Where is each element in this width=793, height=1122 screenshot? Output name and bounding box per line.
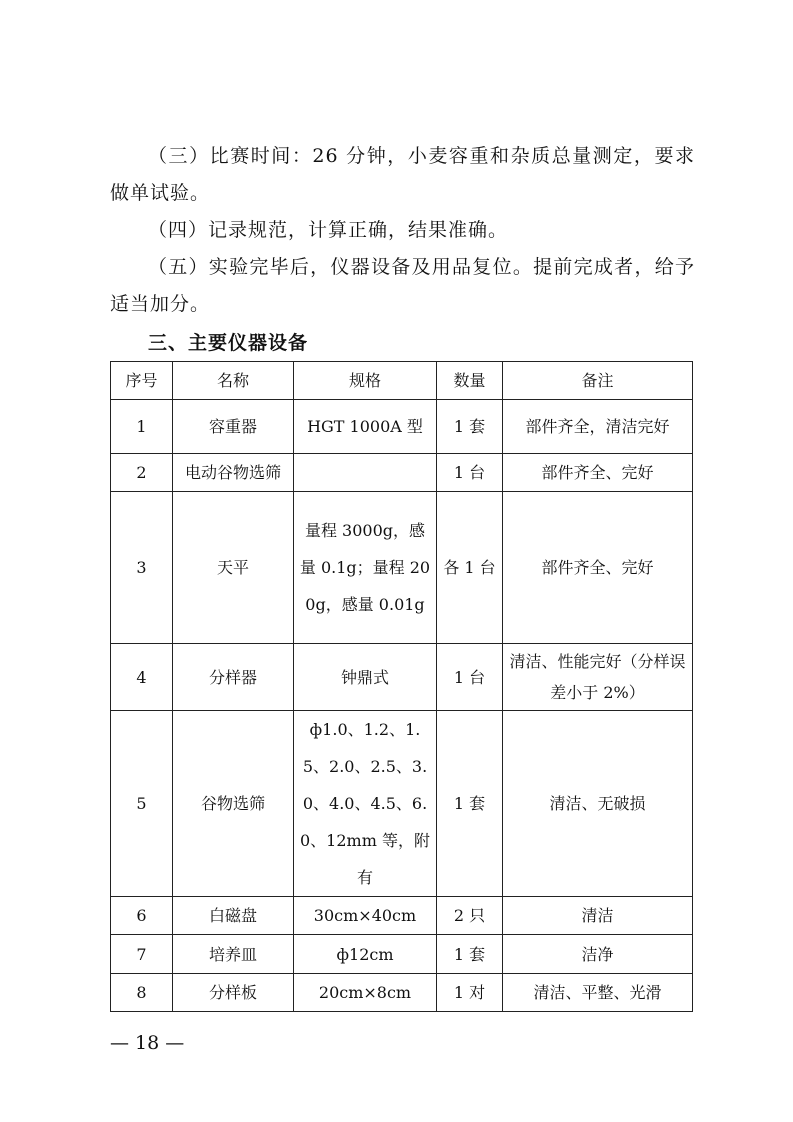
cell-quantity: 1 套: [437, 935, 503, 974]
cell-remarks: 清洁、平整、光滑: [503, 974, 693, 1012]
header-remarks: 备注: [503, 362, 693, 400]
cell-name: 培养皿: [173, 935, 294, 974]
table-row: [111, 974, 693, 1012]
table-row: [111, 492, 693, 644]
table-row: [111, 711, 693, 897]
header-quantity: 数量: [437, 362, 503, 400]
cell-remarks: 清洁: [503, 897, 693, 935]
table-row: [111, 897, 693, 935]
cell-index: 1: [111, 400, 173, 454]
cell-spec: 量程 3000g，感量 0.1g；量程 200g，感量 0.01g: [294, 492, 437, 644]
cell-quantity: 1 台: [437, 454, 503, 492]
cell-name: 电动谷物选筛: [173, 454, 294, 492]
cell-remarks: 洁净: [503, 935, 693, 974]
cell-remarks: 清洁、无破损: [503, 711, 693, 897]
cell-index: 3: [111, 492, 173, 644]
cell-spec: ф1.0、1.2、1.5、2.0、2.5、3.0、4.0、4.5、6.0、12mm 等，附有: [294, 711, 437, 897]
cell-quantity: 1 套: [437, 711, 503, 897]
cell-name: 天平: [173, 492, 294, 644]
cell-quantity: 1 台: [437, 644, 503, 711]
cell-index: 7: [111, 935, 173, 974]
cell-index: 8: [111, 974, 173, 1012]
cell-remarks: 清洁、性能完好（分样误差小于 2%）: [503, 644, 693, 711]
cell-name: 白磁盘: [173, 897, 294, 935]
table-row: [111, 454, 693, 492]
table-row: [111, 644, 693, 711]
cell-spec: 20cm×8cm: [294, 974, 437, 1012]
cell-index: 4: [111, 644, 173, 711]
table-row: [111, 935, 693, 974]
cell-quantity: 1 套: [437, 400, 503, 454]
paragraph-reset-equipment: （五）实验完毕后，仪器设备及用品复位。提前完成者，给予适当加分。: [110, 256, 695, 315]
cell-remarks: 部件齐全、完好: [503, 454, 693, 492]
table-header-row: [111, 362, 693, 400]
cell-quantity: 2 只: [437, 897, 503, 935]
header-name: 名称: [173, 362, 294, 400]
cell-name: 分样器: [173, 644, 294, 711]
cell-remarks: 部件齐全、完好: [503, 492, 693, 644]
header-index: 序号: [111, 362, 173, 400]
cell-quantity: 各 1 台: [437, 492, 503, 644]
cell-spec: HGT 1000A 型: [294, 400, 437, 454]
equipment-table: [110, 361, 693, 1012]
cell-spec: ф12cm: [294, 935, 437, 974]
cell-quantity: 1 对: [437, 974, 503, 1012]
cell-index: 6: [111, 897, 173, 935]
section-heading: 三、主要仪器设备: [148, 332, 309, 354]
cell-index: 5: [111, 711, 173, 897]
cell-name: 谷物选筛: [173, 711, 294, 897]
cell-spec: [294, 454, 437, 492]
paragraph-record-standard: （四）记录规范，计算正确，结果准确。: [148, 219, 509, 241]
header-spec: 规格: [294, 362, 437, 400]
table-row: [111, 400, 693, 454]
cell-name: 容重器: [173, 400, 294, 454]
cell-remarks: 部件齐全，清洁完好: [503, 400, 693, 454]
cell-spec: 钟鼎式: [294, 644, 437, 711]
cell-name: 分样板: [173, 974, 294, 1012]
paragraph-competition-time: （三）比赛时间：26 分钟，小麦容重和杂质总量测定，要求做单试验。: [110, 145, 695, 204]
cell-spec: 30cm×40cm: [294, 897, 437, 935]
cell-index: 2: [111, 454, 173, 492]
page-number: — 18 —: [110, 1032, 185, 1054]
